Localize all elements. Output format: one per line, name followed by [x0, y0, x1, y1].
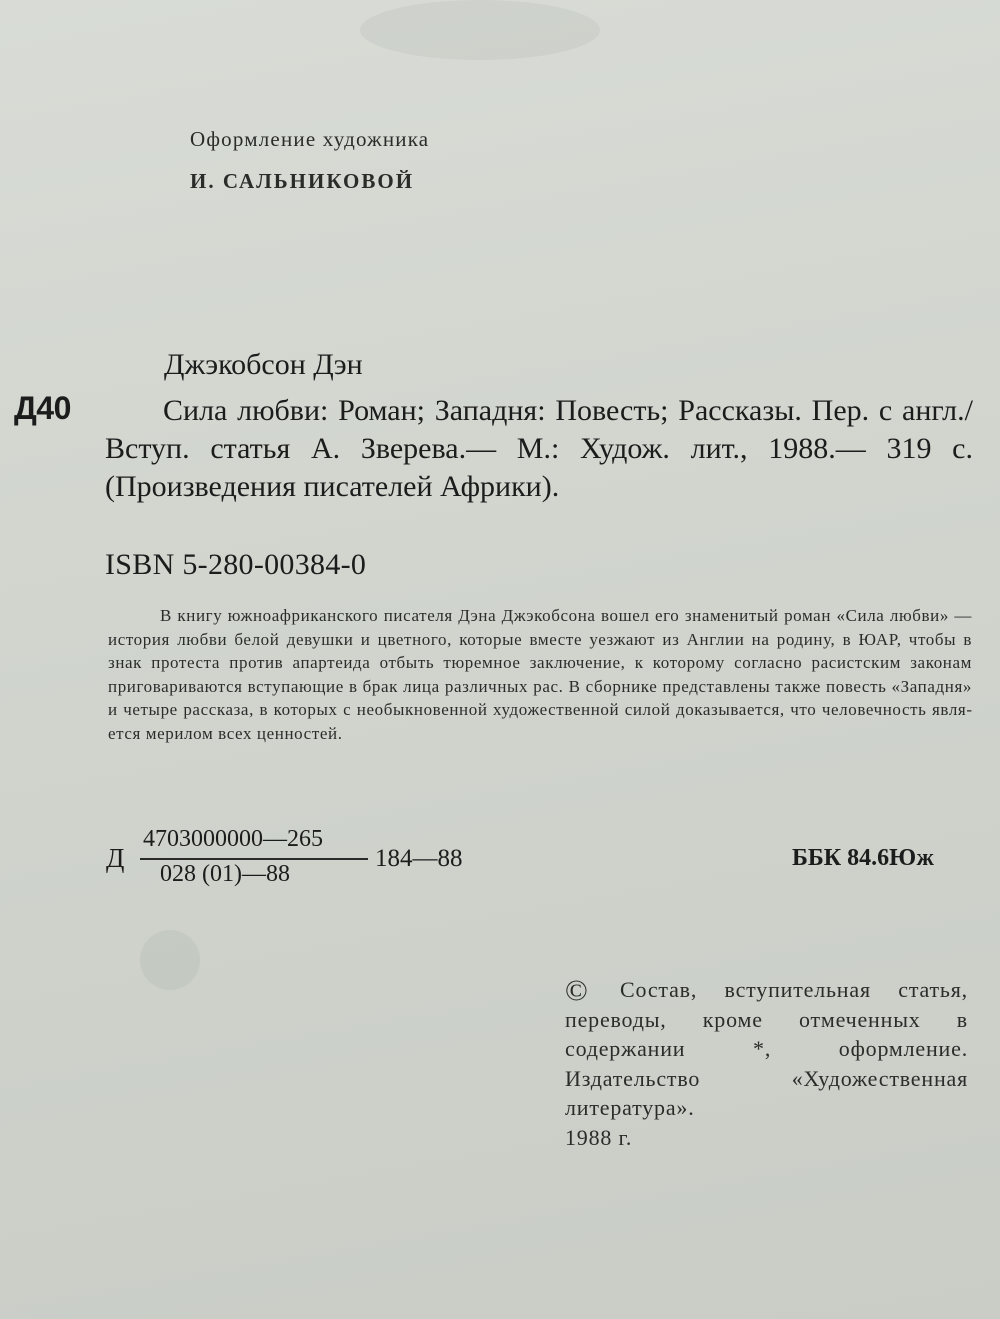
index-code-suffix: 184—88 [375, 845, 463, 872]
fraction-line [140, 858, 368, 860]
index-code-numerator: 4703000000—265 [143, 826, 323, 852]
designer-credit-label: Оформление художника [190, 127, 430, 151]
copyright-text: Состав, вступительная статья, переводы, кроме отмеченных в содержании *, оформление. Издательство «Художественная литература». [565, 977, 968, 1120]
bibliographic-description: Сила любви: Роман; Западня: Повесть; Рассказы. Пер. с англ./Вступ. статья А. Зверева.— М.: Худож. лит., 1988.— 319 с. (Произведения писателей Африки). [105, 394, 973, 503]
designer-name: И. САЛЬНИКОВОЙ [190, 169, 415, 193]
author-heading: Джэкобсон Дэн [164, 348, 363, 381]
index-code-denominator: 028 (01)—88 [160, 861, 290, 887]
copyright-notice [565, 975, 968, 1152]
isbn: ISBN 5-280-00384-0 [105, 548, 367, 581]
bbk-code: ББК 84.6Юж [792, 845, 934, 871]
annotation-paragraph: В книгу южноафриканского писателя Дэна Джэкобсона вошел его знаменитый роман «Сила любви» — история любви белой девушки и цветного, которые вместе уезжают из Англии на родину, в ЮАР, чтобы в знак протеста против апартеида отбыть тюремное заключение, к которому согласно расистским законам приговариваются вступающие в брак лица различных рас. В сборнике представлены также повесть «Западня» и четыре рассказа, в которых с необыкновенной художественной силой доказывается, что человечность является мерилом всех ценностей. [108, 606, 972, 743]
designer-credit [190, 118, 429, 202]
udc-index: Д40 [14, 390, 71, 426]
show-through-mark [360, 0, 600, 60]
copyright-icon: © [565, 974, 589, 1007]
index-code-letter: Д [106, 843, 125, 873]
copyright-year: 1988 г. [565, 1124, 633, 1150]
show-through-mark [140, 930, 200, 990]
